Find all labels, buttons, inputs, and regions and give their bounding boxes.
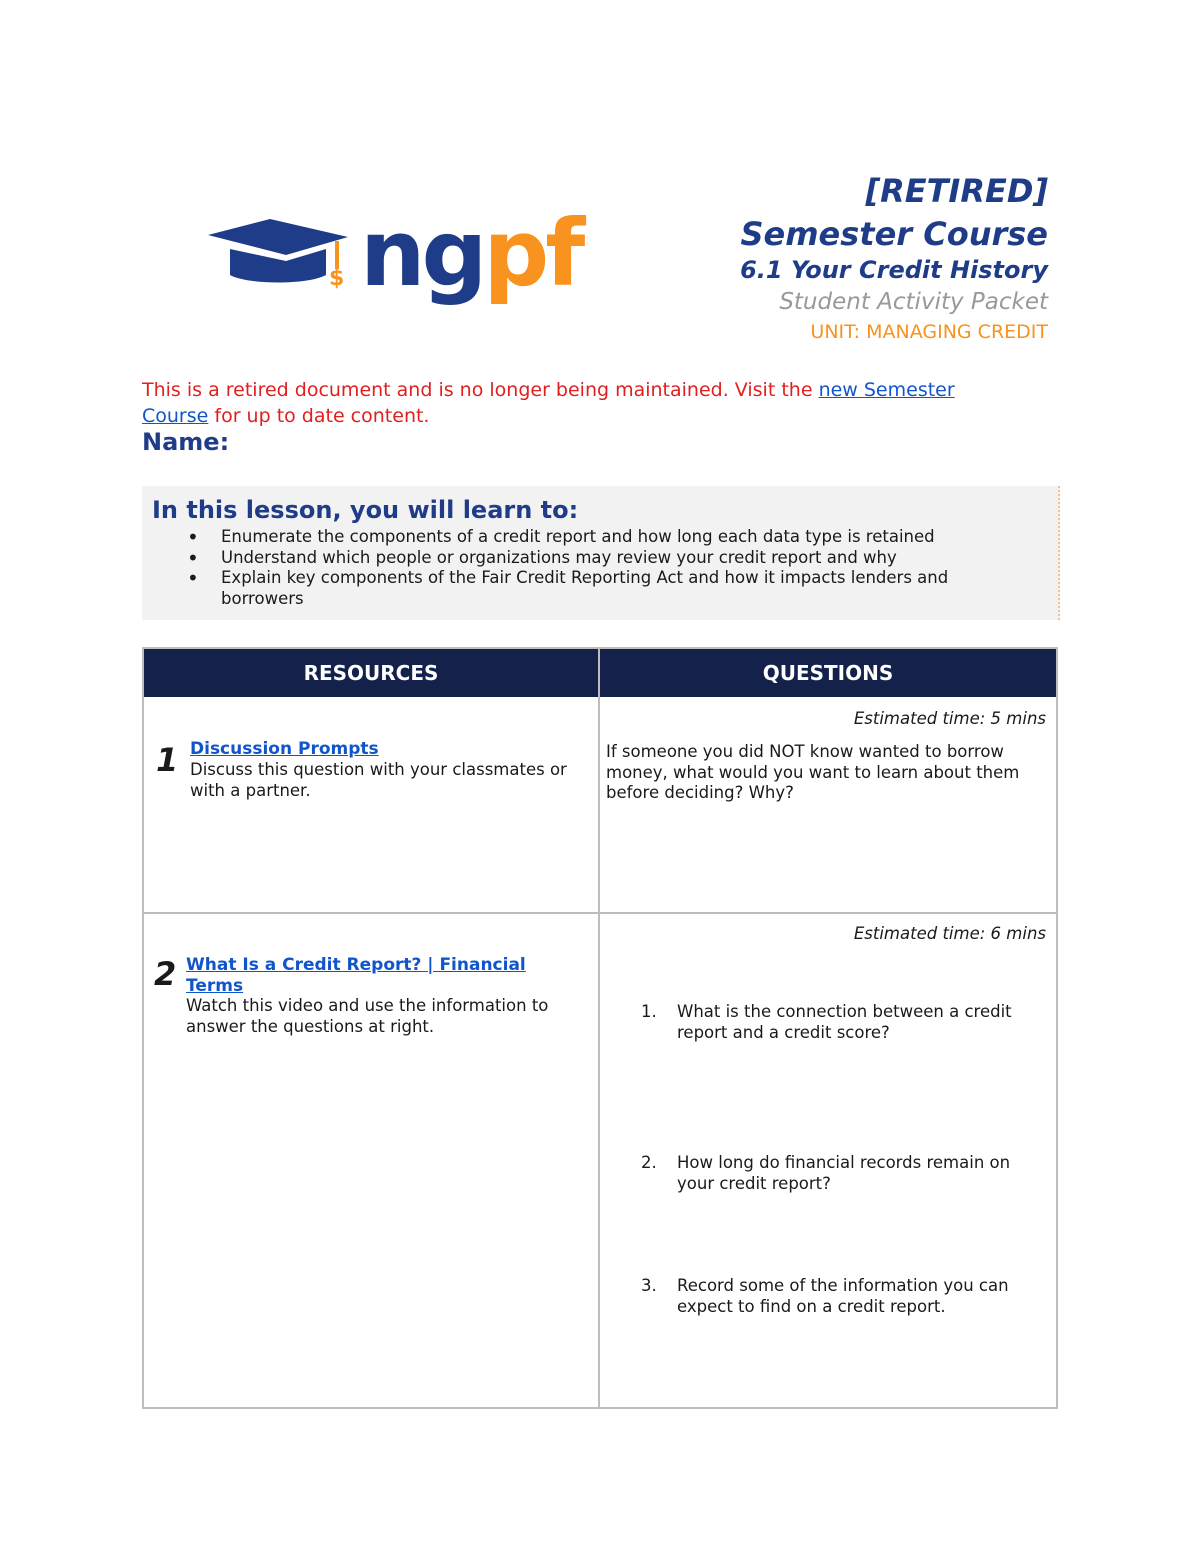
credit-report-video-link[interactable]: What Is a Credit Report? | Financial Terms — [186, 955, 526, 996]
svg-text:$: $ — [329, 266, 345, 291]
retired-label: [RETIRED] — [865, 172, 1048, 210]
estimated-time: Estimated time: 6 mins — [853, 924, 1046, 943]
question-number: 2. — [641, 1153, 657, 1172]
column-divider — [598, 649, 600, 1407]
row-number: 1 — [156, 741, 179, 779]
retired-notice: This is a retired document and is no longer being maintained. Visit the new Semester Course for up to date content. — [142, 379, 955, 427]
resources-questions-table — [142, 647, 1058, 1409]
name-label: Name: — [142, 428, 230, 456]
estimated-time: Estimated time: 5 mins — [853, 709, 1046, 728]
questions-header: QUESTIONS — [600, 649, 1056, 697]
list-item: • Enumerate the components of a credit report and how long each data type is retained — [187, 527, 1007, 548]
objectives-heading: In this lesson, you will learn to: — [152, 496, 579, 524]
question-number: 3. — [641, 1276, 657, 1295]
question-text: What is the connection between a credit report and a credit score? — [677, 1002, 1012, 1042]
resource-description: Watch this video and use the information to answer the questions at right. — [186, 996, 549, 1036]
lesson-title: 6.1 Your Credit History — [740, 256, 1048, 284]
objectives-list — [187, 527, 1007, 609]
course-title: Semester Course — [740, 215, 1048, 253]
ngpf-logo — [208, 200, 588, 315]
discussion-prompts-link[interactable]: Discussion Prompts — [190, 739, 379, 759]
row-number: 2 — [154, 955, 177, 993]
logo-wordmark: ngpf — [360, 200, 582, 307]
lesson-objectives-box — [142, 486, 1060, 620]
list-item: • Explain key components of the Fair Credit Reporting Act and how it impacts lenders and borrowers — [187, 568, 1007, 609]
question-text: How long do financial records remain on your credit report? — [677, 1153, 1011, 1193]
row-divider — [144, 912, 1056, 914]
question-number: 1. — [641, 1002, 657, 1021]
resource-description: Discuss this question with your classmates or with a partner. — [190, 760, 567, 800]
packet-subtitle: Student Activity Packet — [779, 289, 1048, 315]
unit-label: UNIT: MANAGING CREDIT — [810, 321, 1048, 343]
new-course-link[interactable]: new Semester Course — [142, 379, 955, 427]
question-text: Record some of the information you can expect to find on a credit report. — [677, 1276, 1009, 1316]
list-item: • Understand which people or organizations may review your credit report and why — [187, 548, 1007, 569]
question-text: If someone you did NOT know wanted to borrow money, what would you want to learn about them before deciding? Why? — [606, 742, 1020, 802]
resources-header: RESOURCES — [144, 649, 598, 697]
